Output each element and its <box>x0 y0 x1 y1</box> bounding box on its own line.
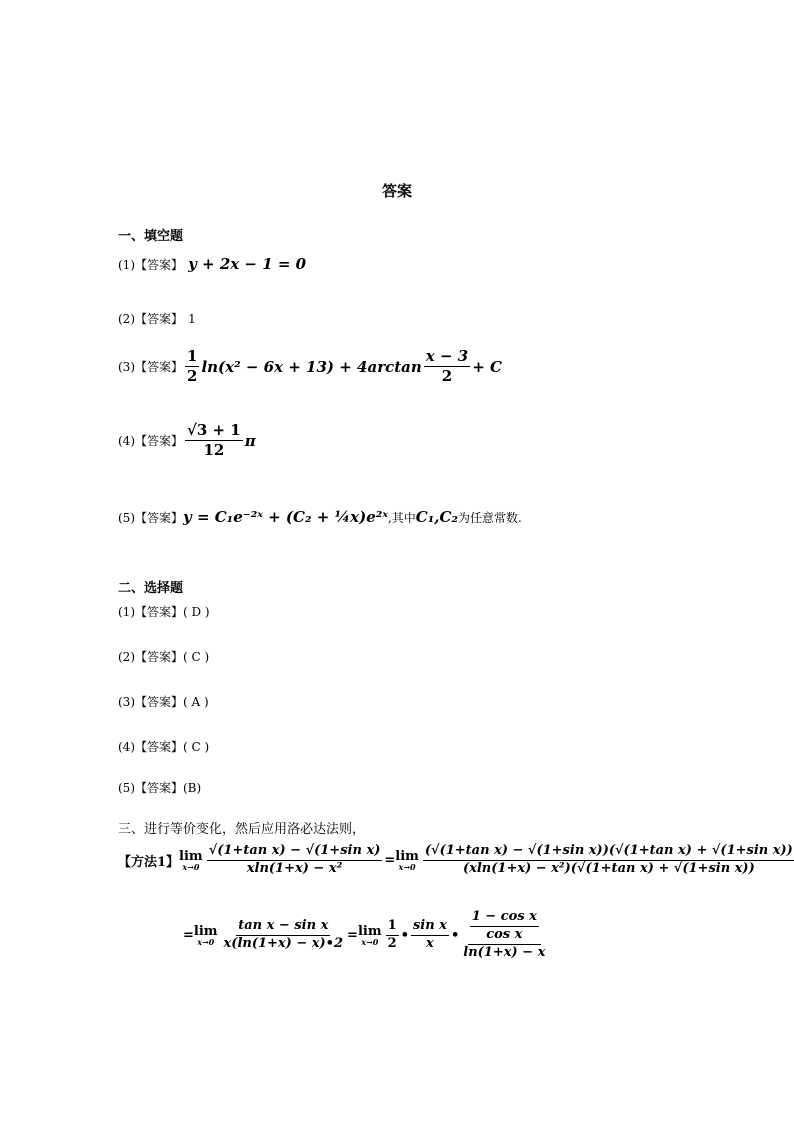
constant-term: + C <box>472 357 502 376</box>
section-heading-choice: 二、选择题 <box>118 581 184 596</box>
answer-value: ( D ) <box>183 605 210 619</box>
answer-value: 1 <box>188 312 196 326</box>
answer-end: 为任意常数. <box>458 510 522 525</box>
answer-value: ( A ) <box>183 695 209 709</box>
fraction-sqrt3: $\frac{√3 + 1}{12}$ <box>187 421 241 460</box>
method1-line2 <box>183 910 549 961</box>
fraction-half: $\frac{1}{2}$ <box>187 347 198 386</box>
section-heading-fill-blank: 一、填空题 <box>118 229 184 244</box>
limit-operator: lim x→0 <box>193 923 218 947</box>
answer-label: (3)【答案】 <box>118 695 183 709</box>
method-label: 【方法1】 <box>118 854 180 870</box>
answer-math: y = C₁e⁻²ˣ + (C₂ + ¼x)e²ˣ <box>183 508 388 526</box>
answer-label: (5)【答案】 <box>118 510 183 525</box>
answer-suffix: ,其中 <box>387 510 416 525</box>
choice-answer-3 <box>118 691 209 710</box>
answer-label: (4)【答案】 <box>118 434 183 449</box>
answer-label: (4)【答案】 <box>118 740 183 754</box>
fraction-arctan: $\frac{x - 3}{2}$ <box>425 347 469 386</box>
answer-label: (3)【答案】 <box>118 360 183 375</box>
section-heading-calculation: 三、进行等价变化，然后应用洛必达法则， <box>118 822 366 837</box>
answer-label: (5)【答案】 <box>118 781 183 795</box>
pi-symbol: π <box>244 431 256 450</box>
method1-line1 <box>118 844 794 877</box>
answer-label: (1)【答案】 <box>118 258 183 272</box>
answer-label: (1)【答案】 <box>118 605 183 619</box>
log-term: ln(x² − 6x + 13) + 4arctan <box>201 357 422 376</box>
choice-answer-2 <box>118 646 209 665</box>
fill-answer-5 <box>118 508 522 526</box>
fill-answer-1 <box>118 254 306 273</box>
choice-answer-4 <box>118 736 209 755</box>
answer-label: (2)【答案】 <box>118 650 183 664</box>
fraction-rationalized: $\frac{\text{(√(1+tan x) − √(1+sin x))(√(1+tan x) + √(1+sin x))}}{\text{(xln(1+x) − x²)(√(1+tan x) + √(1+sin x))}}$ <box>424 843 793 876</box>
answer-math: y + 2x − 1 = 0 <box>188 255 307 273</box>
page-title: 答案 <box>381 182 412 200</box>
answer-math <box>183 348 502 386</box>
limit-operator: lim x→0 <box>179 848 203 872</box>
answer-math <box>183 422 256 460</box>
limit-expression-1: lim x→0 $\frac{\text{√(1+tan x) − √(1+sin x)}}{\text{xln(1+x) − x²}}$ = lim x→0 $\frac{\text{(√(1+tan x) − √(1+sin x))(√(1+tan x) + √(1+sin x))}}{\text{(xln(1+x) − x²)(√(1+tan x) + √(1+sin x))}}$ <box>179 843 793 876</box>
answer-constants: C₁,C₂ <box>415 508 459 526</box>
answer-value: ( C ) <box>183 740 210 754</box>
fraction-tan-sin: $\frac{\text{tan x − sin x}}{x(\ln(1+x) - x)•2}$ <box>223 917 344 951</box>
fraction-half: $\frac{1}{2}$ <box>387 917 397 951</box>
limit-operator: lim x→0 <box>395 848 419 872</box>
limit-expression-2: = lim x→0 $\frac{\text{tan x − sin x}}{x(\ln(1+x) - x)•2}$ = lim x→0 $\frac{1}{2}$ • $\frac{\text{sin x}}{x}$ • $\frac{\frac{\text{1 − cos x}}{\text{cos x}}}{\ln(1+x) - x}$ <box>183 909 546 960</box>
answer-value: ( C ) <box>183 650 210 664</box>
fraction-sinx-over-x: $\frac{\text{sin x}}{x}$ <box>412 917 447 951</box>
answer-value: (B) <box>183 781 202 795</box>
fill-answer-3 <box>118 348 502 386</box>
limit-operator: lim x→0 <box>357 923 382 947</box>
fraction-original: $\frac{\text{√(1+tan x) − √(1+sin x)}}{\text{xln(1+x) − x²}}$ <box>208 843 381 876</box>
answer-label: (2)【答案】 <box>118 312 183 326</box>
choice-answer-5 <box>118 777 201 796</box>
choice-answer-1 <box>118 601 210 620</box>
fill-answer-4 <box>118 422 256 460</box>
fraction-compound: $\frac{\frac{\text{1 − cos x}}{\text{cos x}}}{\ln(1+x) - x}$ <box>463 909 546 960</box>
fill-answer-2 <box>118 308 196 327</box>
